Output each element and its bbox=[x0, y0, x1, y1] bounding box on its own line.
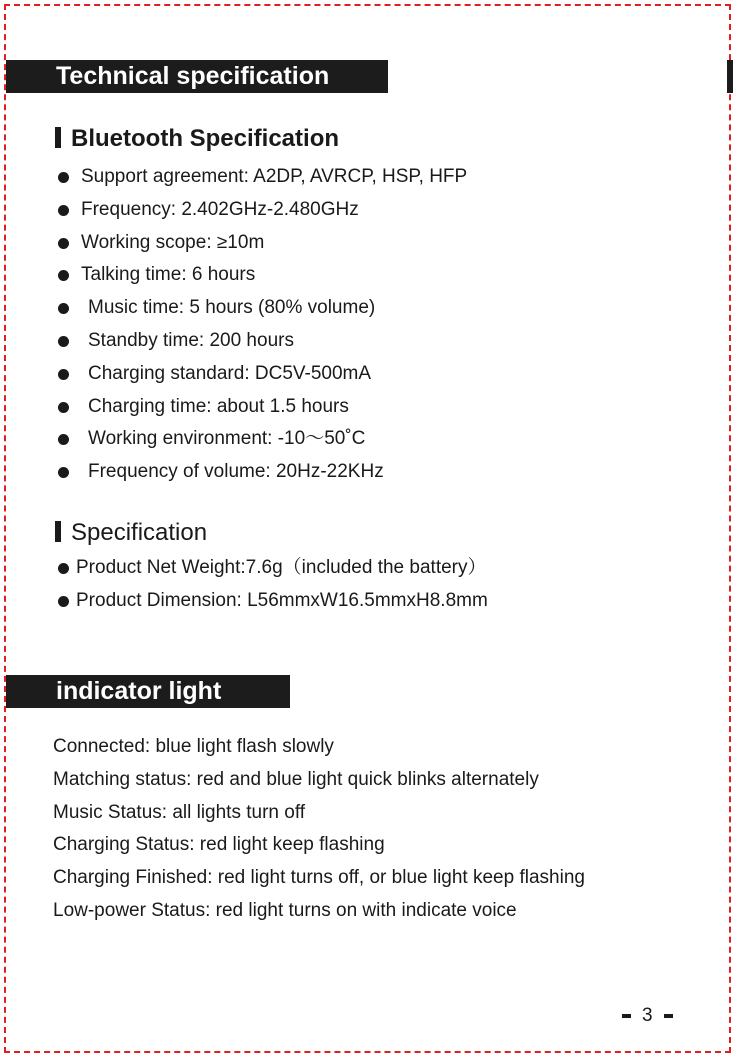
list-item: Connected: blue light flash slowly bbox=[53, 736, 334, 757]
specification-heading-text: Specification bbox=[71, 519, 208, 546]
page-number-value: 3 bbox=[642, 1005, 653, 1026]
list-item: Music Status: all lights turn off bbox=[53, 801, 306, 823]
list-item: Low-power Status: red light turns on with indicate voice bbox=[53, 899, 517, 921]
page-number bbox=[622, 1004, 673, 1028]
banner-title: indicator light bbox=[56, 677, 222, 705]
specification-heading bbox=[55, 519, 207, 547]
bullet-icon bbox=[58, 205, 69, 216]
bullet-icon bbox=[58, 369, 69, 380]
technical-specification-banner bbox=[6, 60, 388, 93]
bluetooth-heading bbox=[55, 125, 339, 153]
indicator-light-banner bbox=[6, 675, 290, 708]
banner-title: Technical specification bbox=[56, 62, 330, 90]
bluetooth-heading-text: Bluetooth Specification bbox=[71, 125, 340, 152]
indicator-list bbox=[53, 735, 585, 932]
list-item: Charging Finished: red light turns off, or blue light keep flashing bbox=[53, 867, 585, 889]
bullet-icon bbox=[58, 563, 69, 574]
edge-tab bbox=[727, 60, 733, 93]
dash-icon bbox=[622, 1014, 631, 1018]
bullet-icon bbox=[58, 402, 69, 413]
dash-icon bbox=[664, 1014, 673, 1018]
list-item: Charging Status: red light keep flashing bbox=[53, 834, 385, 856]
bullet-icon bbox=[58, 172, 69, 183]
bullet-icon bbox=[58, 336, 69, 347]
heading-marker bbox=[55, 127, 61, 148]
bullet-icon bbox=[58, 596, 69, 607]
bullet-icon bbox=[58, 238, 69, 249]
heading-marker bbox=[55, 521, 61, 542]
list-item: Matching status: red and blue light quick blinks alternately bbox=[53, 768, 539, 790]
